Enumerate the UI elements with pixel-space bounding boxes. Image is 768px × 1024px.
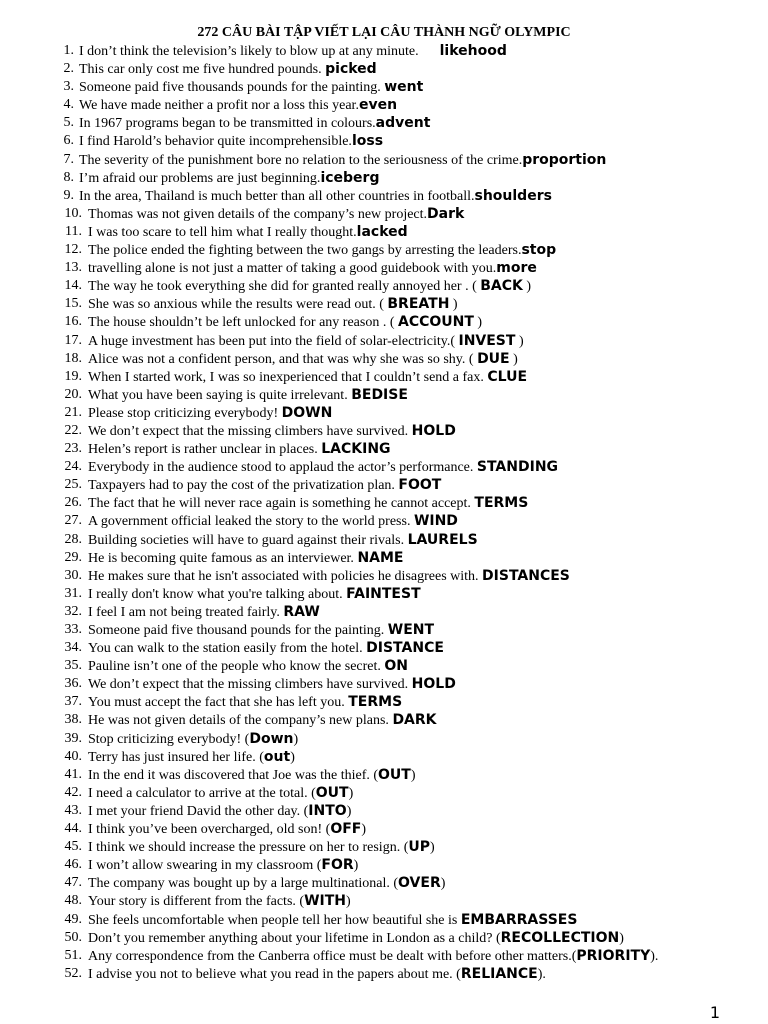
item-keyword: DISTANCE bbox=[366, 640, 444, 657]
item-sentence: I was too scare to tell him what I really thought. bbox=[88, 224, 357, 240]
item-text bbox=[88, 711, 437, 730]
item-text bbox=[88, 585, 421, 604]
item-sentence: The way he took everything she did for granted really annoyed her . ( bbox=[88, 279, 481, 295]
list-item bbox=[0, 223, 768, 241]
item-closing: ) bbox=[353, 858, 359, 874]
item-keyword: WENT bbox=[387, 622, 435, 638]
item-sentence: I met your friend David the other day. ( bbox=[88, 803, 309, 819]
list-item bbox=[0, 259, 768, 277]
item-closing: ). bbox=[650, 948, 659, 964]
item-keyword: shoulders bbox=[474, 187, 552, 204]
list-item bbox=[0, 241, 768, 259]
item-text bbox=[79, 114, 430, 133]
item-keyword: Dark bbox=[427, 205, 465, 222]
item-closing: ) bbox=[410, 767, 416, 783]
item-number: 6. bbox=[63, 133, 74, 149]
list-item bbox=[0, 603, 768, 621]
item-keyword: proportion bbox=[522, 151, 607, 168]
item-number: 10. bbox=[64, 205, 82, 221]
item-closing: ) bbox=[509, 351, 518, 367]
list-item bbox=[0, 512, 768, 530]
item-sentence: What you have been saying is quite irrelevant. bbox=[88, 387, 352, 403]
item-number: 36. bbox=[64, 676, 82, 692]
item-number: 25. bbox=[64, 477, 82, 493]
item-number: 44. bbox=[64, 821, 82, 837]
item-number: 7. bbox=[63, 151, 74, 167]
item-sentence: Taxpayers had to pay the cost of the privatization plan. bbox=[88, 478, 399, 494]
item-closing: ) bbox=[473, 315, 483, 331]
item-text bbox=[88, 422, 456, 441]
item-keyword: ACCOUNT bbox=[398, 314, 474, 331]
item-number: 46. bbox=[64, 857, 82, 873]
item-text bbox=[88, 657, 408, 676]
item-keyword: STANDING bbox=[476, 459, 559, 476]
item-text bbox=[88, 947, 658, 966]
list-item bbox=[0, 295, 768, 313]
list-item bbox=[0, 657, 768, 675]
item-closing: ) bbox=[346, 803, 352, 819]
item-text bbox=[88, 386, 408, 405]
list-item bbox=[0, 169, 768, 187]
list-item bbox=[0, 820, 768, 838]
list-item bbox=[0, 892, 768, 910]
item-sentence: I think you’ve been overcharged, old son! ( bbox=[88, 822, 331, 838]
item-keyword: RELIANCE bbox=[460, 965, 538, 982]
item-text bbox=[88, 911, 577, 930]
list-item bbox=[0, 693, 768, 711]
item-sentence: Stop criticizing everybody! ( bbox=[88, 731, 250, 747]
list-item bbox=[0, 440, 768, 458]
item-number: 19. bbox=[64, 368, 82, 384]
item-number: 18. bbox=[64, 350, 82, 366]
item-text bbox=[79, 169, 379, 188]
list-item bbox=[0, 96, 768, 114]
list-item bbox=[0, 838, 768, 856]
list-item bbox=[0, 187, 768, 205]
item-text bbox=[88, 892, 351, 911]
item-text bbox=[88, 440, 391, 459]
list-item bbox=[0, 766, 768, 784]
item-text bbox=[88, 494, 528, 513]
item-sentence: This car only cost me five hundred pounds. bbox=[79, 62, 326, 78]
item-text bbox=[79, 78, 423, 97]
list-item bbox=[0, 368, 768, 386]
item-sentence: She was so anxious while the results were read out. ( bbox=[88, 297, 388, 313]
item-number: 33. bbox=[64, 622, 82, 637]
item-number: 3. bbox=[63, 79, 74, 95]
item-keyword: DUE bbox=[477, 350, 510, 367]
item-text bbox=[88, 313, 482, 332]
item-text bbox=[79, 42, 507, 61]
item-sentence: He was not given details of the company’s new plans. bbox=[88, 713, 393, 729]
list-item bbox=[0, 205, 768, 223]
list-item bbox=[0, 639, 768, 657]
item-number: 17. bbox=[64, 332, 82, 348]
list-item bbox=[0, 476, 768, 494]
item-number: 38. bbox=[64, 712, 82, 728]
item-sentence: Helen’s report is rather unclear in places. bbox=[88, 442, 322, 458]
item-keyword: even bbox=[358, 97, 398, 114]
item-keyword: advent bbox=[375, 115, 431, 132]
item-keyword: RAW bbox=[283, 603, 320, 620]
item-sentence: We don’t expect that the missing climbers have survived. bbox=[88, 423, 412, 439]
item-keyword: FOR bbox=[321, 857, 354, 874]
item-keyword: BACK bbox=[480, 278, 523, 295]
item-keyword: UP bbox=[408, 839, 430, 856]
item-number: 26. bbox=[64, 495, 82, 511]
item-sentence: When I started work, I was so inexperienced that I couldn’t send a fax. bbox=[88, 369, 488, 385]
item-sentence: The fact that he will never race again is something he cannot accept. bbox=[88, 496, 475, 512]
item-text bbox=[88, 531, 478, 550]
item-sentence: Everybody in the audience stood to applaud the actor’s performance. bbox=[88, 460, 477, 476]
item-text bbox=[79, 60, 377, 79]
item-sentence: The police ended the fighting between the two gangs by arresting the leaders. bbox=[88, 243, 522, 259]
item-text bbox=[88, 603, 320, 622]
item-keyword: went bbox=[384, 79, 424, 96]
item-sentence: We don’t expect that the missing climbers have survived. bbox=[88, 677, 412, 693]
item-text bbox=[88, 567, 570, 586]
item-sentence: Someone paid five thousands pounds for the painting. bbox=[79, 80, 385, 96]
item-closing: ) bbox=[361, 822, 367, 838]
item-sentence: She feels uncomfortable when people tell her how beautiful she is bbox=[88, 912, 461, 928]
list-item bbox=[0, 458, 768, 476]
item-closing: ) bbox=[348, 785, 354, 801]
item-sentence: Your story is different from the facts. ( bbox=[88, 894, 305, 910]
item-text bbox=[88, 965, 546, 984]
item-number: 22. bbox=[64, 422, 82, 438]
item-number: 15. bbox=[64, 296, 82, 312]
item-number: 12. bbox=[64, 242, 82, 258]
item-text bbox=[88, 856, 358, 875]
item-text bbox=[88, 675, 456, 694]
item-sentence: Building societies will have to guard against their rivals. bbox=[88, 532, 408, 548]
item-keyword: picked bbox=[325, 61, 377, 78]
item-number: 52. bbox=[64, 965, 82, 981]
list-item bbox=[0, 404, 768, 422]
item-number: 27. bbox=[64, 513, 82, 529]
item-keyword: INTO bbox=[308, 802, 347, 819]
item-text bbox=[79, 132, 383, 151]
item-sentence: A government official leaked the story to the world press. bbox=[88, 514, 414, 530]
item-text bbox=[88, 476, 441, 495]
item-keyword: CLUE bbox=[487, 368, 528, 385]
item-keyword: TERMS bbox=[348, 694, 403, 711]
item-sentence: Any correspondence from the Canberra office must be dealt with before other matters.( bbox=[88, 948, 577, 964]
item-number: 49. bbox=[64, 911, 82, 927]
item-number: 42. bbox=[64, 784, 82, 800]
item-sentence: I need a calculator to arrive at the total. ( bbox=[88, 785, 316, 801]
item-sentence: The company was bought up by a large multinational. ( bbox=[88, 876, 399, 892]
item-text bbox=[88, 458, 558, 477]
page-number: 1 bbox=[709, 1003, 721, 1022]
item-text bbox=[88, 205, 464, 224]
item-sentence: You can walk to the station easily from the hotel. bbox=[88, 641, 367, 657]
item-number: 24. bbox=[64, 459, 82, 475]
item-number: 51. bbox=[64, 947, 82, 963]
list-item bbox=[0, 748, 768, 766]
item-number: 32. bbox=[64, 603, 82, 619]
item-number: 1. bbox=[63, 43, 74, 58]
item-keyword: OUT bbox=[315, 784, 349, 801]
item-number: 16. bbox=[64, 314, 82, 330]
item-keyword: TERMS bbox=[474, 495, 529, 512]
item-sentence: Thomas was not given details of the company’s new project. bbox=[88, 206, 428, 222]
item-closing: ) bbox=[515, 333, 524, 349]
item-number: 40. bbox=[64, 748, 82, 764]
item-keyword: EMBARRASSES bbox=[460, 911, 578, 928]
list-item bbox=[0, 802, 768, 820]
item-number: 48. bbox=[64, 893, 82, 909]
item-text bbox=[88, 748, 295, 767]
list-item bbox=[0, 874, 768, 892]
item-keyword: LACKING bbox=[321, 441, 391, 458]
item-sentence: A huge investment has been put into the field of solar-electricity.( bbox=[88, 333, 459, 349]
item-number: 29. bbox=[64, 549, 82, 565]
list-item bbox=[0, 929, 768, 947]
list-item bbox=[0, 422, 768, 440]
item-sentence: In the area, Thailand is much better than all other countries in football. bbox=[79, 188, 475, 204]
item-keyword: Down bbox=[249, 730, 294, 747]
item-closing: ) bbox=[619, 930, 624, 946]
item-text bbox=[88, 730, 298, 749]
list-item bbox=[0, 132, 768, 150]
list-item bbox=[0, 531, 768, 549]
item-text bbox=[79, 151, 606, 170]
item-closing: ) bbox=[290, 749, 295, 765]
item-number: 45. bbox=[64, 839, 82, 855]
item-number: 9. bbox=[63, 187, 74, 203]
item-text bbox=[88, 766, 416, 785]
list-item bbox=[0, 60, 768, 78]
item-number: 2. bbox=[63, 61, 74, 77]
item-text bbox=[88, 639, 444, 658]
item-number: 8. bbox=[63, 169, 74, 185]
item-text bbox=[88, 874, 445, 893]
list-item bbox=[0, 78, 768, 96]
item-number: 21. bbox=[64, 404, 82, 420]
item-text bbox=[88, 223, 408, 242]
item-sentence: I’m afraid our problems are just beginning. bbox=[79, 170, 321, 186]
list-item bbox=[0, 277, 768, 295]
item-sentence: I find Harold’s behavior quite incomprehensible. bbox=[79, 134, 352, 150]
list-item bbox=[0, 675, 768, 693]
list-item bbox=[0, 965, 768, 983]
item-keyword: DOWN bbox=[281, 404, 333, 421]
item-text bbox=[88, 295, 458, 314]
item-number: 28. bbox=[64, 531, 82, 547]
list-item bbox=[0, 313, 768, 331]
list-item bbox=[0, 621, 768, 639]
item-number: 20. bbox=[64, 386, 82, 402]
item-sentence: travelling alone is not just a matter of taking a good guidebook with you. bbox=[88, 261, 497, 277]
item-text bbox=[88, 512, 458, 531]
item-number: 11. bbox=[65, 223, 82, 239]
item-text bbox=[88, 368, 527, 387]
item-keyword: more bbox=[496, 260, 537, 277]
item-text bbox=[88, 332, 524, 351]
item-text bbox=[88, 259, 537, 278]
item-text bbox=[88, 404, 332, 423]
item-sentence: Someone paid five thousand pounds for the painting. bbox=[88, 623, 388, 638]
item-number: 31. bbox=[64, 585, 82, 601]
list-item bbox=[0, 784, 768, 802]
item-text bbox=[88, 549, 403, 568]
item-keyword: PRIORITY bbox=[576, 947, 651, 964]
list-item bbox=[0, 856, 768, 874]
item-number: 50. bbox=[64, 929, 82, 945]
item-keyword: loss bbox=[351, 133, 384, 150]
item-text bbox=[79, 96, 397, 115]
list-item bbox=[0, 549, 768, 567]
item-number: 4. bbox=[63, 97, 74, 113]
item-text bbox=[88, 802, 351, 821]
item-sentence: The house shouldn’t be left unlocked for any reason . ( bbox=[88, 315, 398, 331]
item-keyword: likehood bbox=[439, 43, 507, 59]
item-number: 30. bbox=[64, 567, 82, 583]
item-sentence: I advise you not to believe what you read in the papers about me. ( bbox=[88, 966, 461, 982]
item-number: 43. bbox=[64, 802, 82, 818]
item-number: 5. bbox=[63, 115, 74, 131]
item-keyword: HOLD bbox=[411, 676, 456, 693]
item-sentence: I don’t think the television’s likely to blow up at any minute. bbox=[79, 44, 440, 59]
item-keyword: FAINTEST bbox=[346, 585, 421, 602]
item-closing: ) bbox=[440, 876, 446, 892]
list-item bbox=[0, 911, 768, 929]
item-sentence: I won’t allow swearing in my classroom ( bbox=[88, 858, 322, 874]
list-item bbox=[0, 42, 768, 60]
item-keyword: RECOLLECTION bbox=[500, 929, 620, 946]
list-item bbox=[0, 947, 768, 965]
item-text bbox=[88, 350, 518, 369]
item-text bbox=[88, 277, 531, 296]
item-keyword: INVEST bbox=[458, 332, 516, 349]
item-sentence: We have made neither a profit nor a loss this year. bbox=[79, 98, 359, 114]
item-number: 23. bbox=[64, 441, 82, 457]
item-number: 39. bbox=[64, 730, 82, 746]
item-sentence: I really don't know what you're talking about. bbox=[88, 586, 347, 602]
item-closing: ) bbox=[522, 279, 532, 295]
item-sentence: Terry has just insured her life. ( bbox=[88, 749, 264, 765]
document-title: 272 CÂU BÀI TẬP VIẾT LẠI CÂU THÀNH NGỮ OLYMPIC bbox=[197, 25, 571, 40]
item-sentence: Pauline isn’t one of the people who know the secret. bbox=[88, 659, 385, 675]
item-number: 14. bbox=[64, 278, 82, 294]
list-item bbox=[0, 114, 768, 132]
item-number: 35. bbox=[64, 658, 82, 674]
list-item bbox=[0, 711, 768, 729]
item-keyword: stop bbox=[521, 242, 557, 259]
item-sentence: I feel I am not being treated fairly. bbox=[88, 604, 284, 620]
item-sentence: Alice was not a confident person, and that was why she was so shy. ( bbox=[88, 351, 478, 367]
exercise-list bbox=[0, 42, 768, 983]
item-sentence: The severity of the punishment bore no relation to the seriousness of the crime. bbox=[79, 152, 523, 168]
item-keyword: WIND bbox=[413, 513, 458, 530]
item-sentence: In 1967 programs began to be transmitted in colours. bbox=[79, 116, 376, 132]
item-keyword: iceberg bbox=[320, 169, 380, 186]
item-closing: ) bbox=[293, 731, 299, 747]
item-keyword: out bbox=[263, 748, 291, 765]
item-sentence: He makes sure that he isn't associated with policies he disagrees with. bbox=[88, 568, 483, 584]
list-item bbox=[0, 350, 768, 368]
item-number: 13. bbox=[64, 260, 82, 276]
item-keyword: OVER bbox=[398, 875, 441, 892]
item-keyword: DISTANCES bbox=[482, 567, 570, 584]
item-keyword: HOLD bbox=[411, 422, 456, 439]
item-keyword: LAURELS bbox=[407, 531, 478, 548]
item-sentence: Don’t you remember anything about your lifetime in London as a child? ( bbox=[88, 930, 501, 946]
item-sentence: He is becoming quite famous as an interviewer. bbox=[88, 550, 358, 566]
item-number: 47. bbox=[64, 875, 82, 891]
item-keyword: lacked bbox=[356, 223, 408, 240]
list-item bbox=[0, 151, 768, 169]
item-keyword: ON bbox=[384, 658, 409, 675]
item-text bbox=[88, 820, 366, 839]
list-item bbox=[0, 332, 768, 350]
item-text bbox=[79, 187, 552, 206]
item-text bbox=[88, 693, 402, 712]
item-closing: ). bbox=[537, 966, 546, 982]
item-sentence: You must accept the fact that she has left you. bbox=[88, 695, 349, 711]
item-keyword: FOOT bbox=[398, 477, 442, 494]
item-text bbox=[88, 621, 434, 640]
item-number: 34. bbox=[64, 640, 82, 656]
item-number: 41. bbox=[64, 766, 82, 782]
list-item bbox=[0, 386, 768, 404]
list-item bbox=[0, 585, 768, 603]
item-keyword: WITH bbox=[304, 893, 346, 910]
item-keyword: OFF bbox=[330, 821, 362, 838]
item-closing: ) bbox=[345, 894, 351, 910]
item-keyword: OUT bbox=[378, 766, 411, 783]
item-closing: ) bbox=[430, 840, 435, 856]
item-text bbox=[88, 929, 624, 948]
item-text bbox=[88, 838, 435, 857]
list-item bbox=[0, 494, 768, 512]
item-keyword: BREATH bbox=[387, 296, 450, 313]
item-closing: ) bbox=[449, 297, 458, 313]
item-text bbox=[88, 241, 556, 260]
item-sentence: In the end it was discovered that Joe was the thief. ( bbox=[88, 767, 379, 783]
item-keyword: NAME bbox=[357, 549, 404, 566]
item-sentence: Please stop criticizing everybody! bbox=[88, 405, 282, 421]
list-item bbox=[0, 730, 768, 748]
item-keyword: DARK bbox=[392, 712, 437, 729]
item-sentence: I think we should increase the pressure on her to resign. ( bbox=[88, 840, 409, 856]
item-keyword: BEDISE bbox=[351, 386, 408, 403]
list-item bbox=[0, 567, 768, 585]
item-text bbox=[88, 784, 353, 803]
item-number: 37. bbox=[64, 694, 82, 710]
